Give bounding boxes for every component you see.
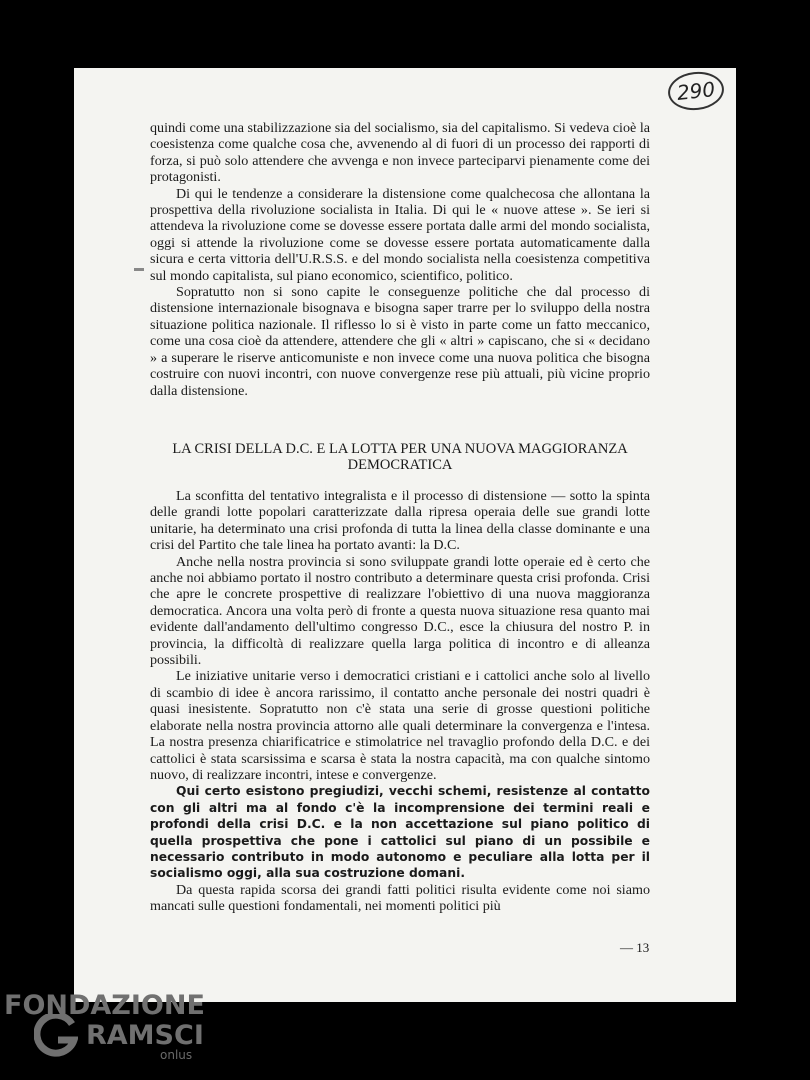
section-heading-line1: LA CRISI DELLA D.C. E LA LOTTA PER UNA NUOVA MAGGIORANZA (172, 441, 628, 457)
archive-page-mark: 290 (666, 69, 726, 113)
logo-text-gramsci: RAMSCI (86, 1020, 204, 1051)
paragraph: Di qui le tendenze a considerare la distensione come qualchecosa che allontana la prospettiva della rivoluzione socialista in Italia. Di qui le « nuove attese ». Se ieri si attendeva la rivoluzione come se dovesse essere portata dalle armi del mondo socialista, oggi si attende la rivoluzione come se dovesse essere portata automaticamente dalla sicura e certa vittoria dell'U.R.S.S. e del mondo socialista nella coesistenza competitiva sul mondo capitalista, sul piano economico, scientifico, politico. (150, 185, 650, 284)
text-block-section (150, 488, 650, 915)
paragraph: Da questa rapida scorsa dei grandi fatti politici risulta evidente come noi siamo mancati sulle questioni fondamentali, nei momenti politici più (150, 881, 650, 915)
page-number: — 13 (620, 940, 650, 955)
section-heading-line2: DEMOCRATICA (347, 457, 453, 473)
bold-paragraph: Qui certo esistono pregiudizi, vecchi schemi, resistenze al contatto con gli altri ma al fondo c'è la incomprensione dei termini reali e profondi della crisi D.C. e la non accettazione sul piano politico di quella prospettiva che pone i cattolici sul piano di un possibile e necessario contributo in modo autonomo e peculiare alla lotta per il socialismo oggi, alla sua costruzione domani. (150, 784, 650, 881)
margin-mark (134, 268, 144, 271)
paragraph: quindi come una stabilizzazione sia del socialismo, sia del capitalismo. Si vedeva cioè la coesistenza come qualche cosa che, avvenendo al di fuori di un processo dei rapporti di forza, si può solo attendere che avvenga e non invece parteciparvi pienamente come dei protagonisti. (150, 120, 650, 186)
section-heading (150, 441, 650, 473)
logo-text-fondazione: FONDAZIONE (4, 990, 205, 1021)
logo-g-icon (34, 1014, 78, 1058)
text-block-intro (150, 120, 650, 399)
paragraph: Anche nella nostra provincia si sono sviluppate grandi lotte operaie ed è certo che anche noi abbiamo portato il nostro contributo a determinare questa crisi profonda. Crisi che apre le concrete prospettive di realizzare l'obiettivo di una nuova maggioranza democratica. Ancora una volta però di fronte a questa nuova situazione resa quanto mai evidente dall'andamento dell'ultimo congresso D.C., esce la chiusura del nostro P. in provincia, la difficoltà di realizzare quella larga politica di incontro e di alleanza possibili. (150, 553, 650, 669)
paragraph: Le iniziative unitarie verso i democratici cristiani e i cattolici anche solo al livello di scambio di idee è ancora rarissimo, il contatto anche personale dei nostri quadri è quasi inesistente. Sopratutto non c'è stata una serie di grosse questioni politiche elaborate nella nostra provincia attorno alle quali determinare la convergenza e l'intesa. La nostra presenza chiarificatrice e stimolatrice nel travaglio profondo della D.C. e dei cattolici è stata scarsissima e scarsa è stata la nostra capacità, ma con qualche sintomo nuovo, di realizzare incontri, intese e convergenze. (150, 668, 650, 783)
paragraph: La sconfitta del tentativo integralista e il processo di distensione — sotto la spinta delle grandi lotte popolari caratterizzate dalla ripresa operaia delle sue grandi lotte unitarie, ha determinato una crisi profonda di tutta la linea della classe dominante e una crisi del Partito che tale linea ha portato avanti: la D.C. (150, 488, 650, 554)
paragraph: Sopratutto non si sono capite le conseguenze politiche che dal processo di distensione internazionale bisognava e bisogna saper trarre per lo sviluppo della nostra situazione politica nazionale. Il riflesso lo si è visto in parte come un fatto meccanico, come una cosa cioè da attendere, attendere che gli « altri » capiscano, che si « decidano » a superare le riserve anticomuniste e non invece come una nuova politica che bisogna costruire con nuovi incontri, con nuove convergenze rese più attuali, più vicine proprio dalla distensione. (150, 284, 650, 399)
logo-text-onlus: onlus (160, 1048, 193, 1062)
fondazione-gramsci-logo (0, 990, 260, 1070)
